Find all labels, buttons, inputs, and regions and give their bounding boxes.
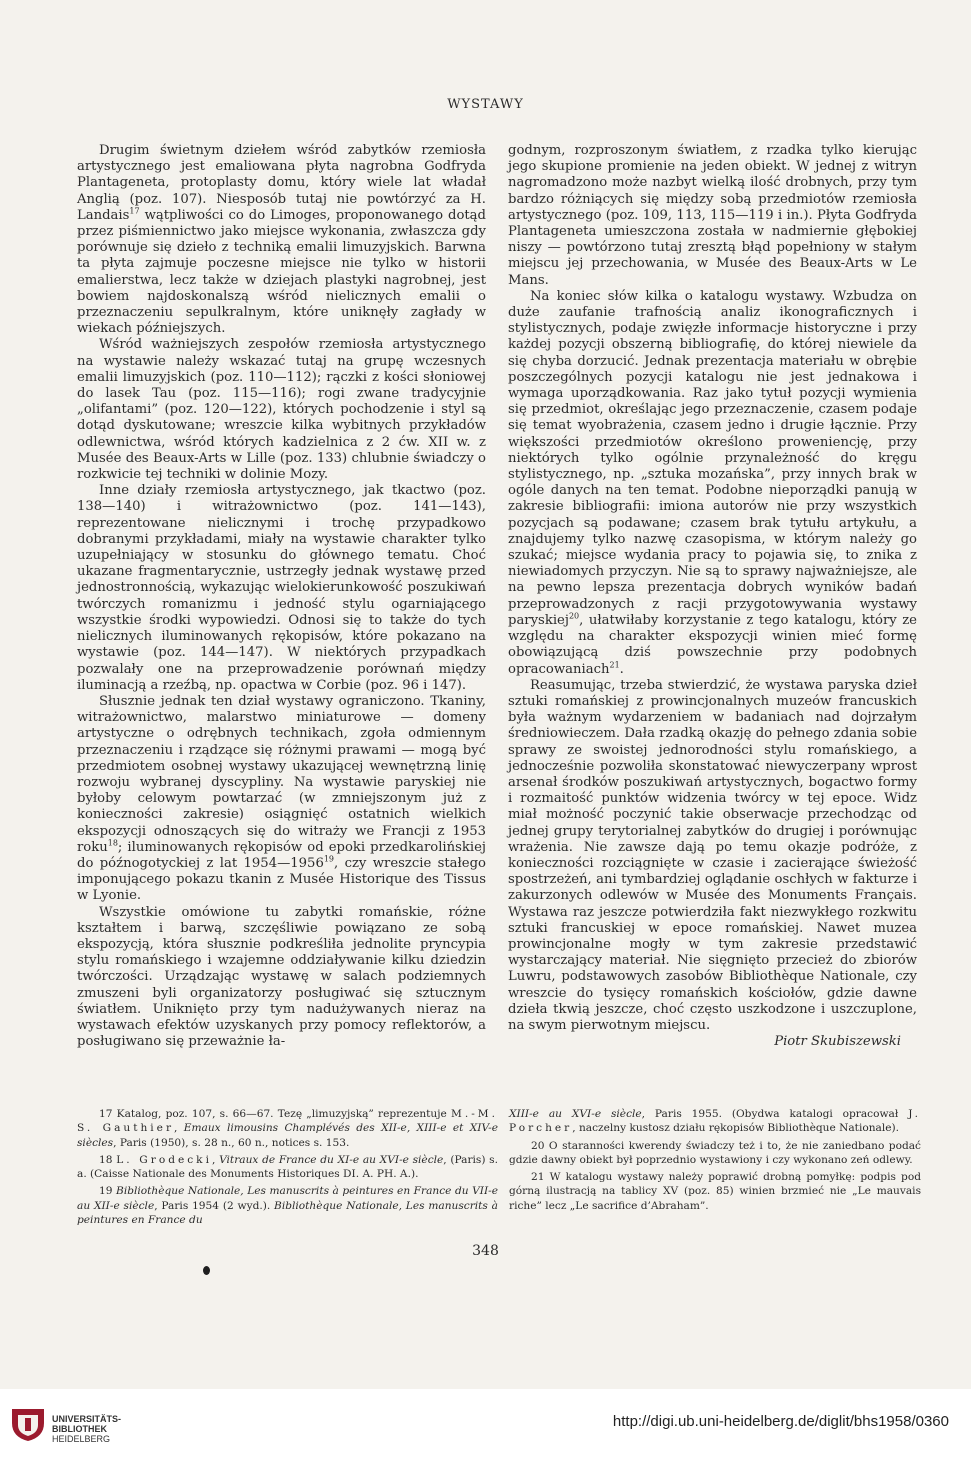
footnotes-left	[77, 1107, 498, 1230]
footnote-19: 19 Bibliothèque Nationale, Les manuscrits à peintures en France du VII-e au XII-e siècle, Paris 1954 (2 wyd.). Bibliothèque Nationale, Les manuscrits à peintures en France du	[77, 1185, 498, 1227]
footnote-21: 21 W katalogu wystawy należy poprawić drobną pomyłkę: podpis pod górną ilustracją na tablicy XV (poz. 85) winien brzmieć nie „Le mauvais riche” lecz „Le sacrifice d’Abraham”.	[509, 1171, 921, 1212]
footnote-ref[interactable]: 18	[107, 838, 118, 848]
footnote-17: 17 Katalog, poz. 107, s. 66—67. Tezę „limuzyjską” reprezentuje M.-M. S. Gauthier, Emaux limousins Champlévés des XII-e, XIII-e et XIV-e siècles, Paris (1950), s. 28 n., 60 n., notices s. 153.	[77, 1108, 498, 1149]
paragraph: Wszystkie omówione tu zabytki romańskie, różne kształtem i barwą, szczęśliwie powiązano ze sobą ekspozycją, która słusznie podkreśliła jednolite pryncypia stylu romańskiego i wzajemne oddziaływanie kilku dziedzin twórczości. Urządzając wystawę w salach podziemnych zmuszeni byli organizatorzy posługiwać się sztucznym światłem. Uniknięto przy tym nadużywanych nieraz na wystawach efektów uzyskanych przy pomocy reflektorów, a posługiwano się przeważnie ła-	[77, 904, 486, 1050]
footnote-19-continued: XIII-e au XVI-e siècle, Paris 1955. (Obydwa katalogi opracował J. Porcher, naczelny kustosz działu rękopisów Bibliothèque Nationale).	[509, 1108, 921, 1135]
footnotes-right	[509, 1107, 921, 1216]
footnote-ref[interactable]: 21	[609, 660, 620, 670]
author-signature: Piotr Skubiszewski	[774, 1034, 901, 1050]
footer-bar	[0, 1389, 971, 1465]
footnote-ref[interactable]: 19	[323, 854, 335, 864]
paragraph: godnym, rozproszonym światłem, z rzadka tylko kierując jego skupione promienie na jeden obiekt. W jednej z witryn nagromadzono może nazbyt wielką ilość drobnych, przy tym bardzo różniących się między sobą przedmiotów rzemiosła artystycznego (poz. 109, 113, 115—119 i in.). Płyta Godfryda Plantageneta umieszczona została w nadmiernie głębokiej niszy — powtórzono tutaj zresztą błąd popełniony w stałym miejscu jej przechowania, w Musée des Beaux-Arts w Le Mans.	[508, 143, 917, 288]
library-name[interactable]: UNIVERSITÄTS- BIBLIOTHEK HEIDELBERG	[52, 1414, 122, 1444]
paragraph: Drugim świetnym dziełem wśród zabytków rzemiosła artystycznego jest emaliowana płyta nagrobna Godfryda Plantageneta, protoplasty domu, który wiele lat władał Anglią (poz. 107). Niesposób tutaj nie powtórzyć za H. Landais$^{17}$ wątpliwości co do Limoges, proponowanego dotąd przez piśmiennictwo jako miejsce wykonania, zwłaszcza gdy porównuje się dzieło z techniką emalii limuzyjskich. Barwna ta płyta zajmuje poczesne miejsce nie tylko w historii emalierstwa, lecz także w dziejach plastyki nagrobnej, jest bowiem najdoskonalszą wśród nielicznych emalii o przeznaczeniu sepulkralnym, które uniknęły zagłady w wiekach późniejszych.	[77, 143, 486, 337]
university-library-logo-icon	[10, 1403, 46, 1443]
page-number: 348	[472, 1243, 499, 1259]
ink-dot	[203, 1266, 210, 1275]
paragraph: Wśród ważniejszych zespołów rzemiosła artystycznego na wystawie należy wskazać tutaj na grupę wczesnych emalii limuzyjskich (poz. 110—112); rączki z kości słoniowej do lasek Tau (poz. 115—116); rogi zwane tradycyjnie „olifantami” (poz. 120—122), których pochodzenie i styl są dotąd dyskutowane; wreszcie kilka wybitnych przykładów odlewnictwa, wśród których kadzielnica z 2 ćw. XII w. z Musée des Beaux-Arts w Lille (poz. 133) chlubnie świadczy o rozkwicie tej techniki w dolinie Mozy.	[77, 337, 486, 483]
source-url-link[interactable]: http://digi.ub.uni-heidelberg.de/diglit/bhs1958/0360	[612, 1413, 949, 1430]
footnote-18: 18 L. Grodecki, Vitraux de France du XI-e au XVI-e siècle, (Paris) s. a. (Caisse Nationale des Monuments Historiques DI. A. PH. A.).	[77, 1153, 498, 1181]
paragraph: Na koniec słów kilka o katalogu wystawy. Wzbudza on duże zaufanie trafnością analiz ikonograficznych i stylistycznych, podaje zwięzłe informacje historyczne i przy każdej pozycji obszerną bibliografię, do której niewiele da się chyba dorzucić. Jednak prezentacja materiału w obrębie poszczególnych pozycji katalogu nie jest jednakowa i wymaga uporządkowania. Raz jako tytuł pozycji wymienia się przedmiot, określając jego przeznaczenie, czasem podaje się temat wyobrażenia, czasem jedno i drugie łącznie. Przy większości przedmiotów określono proweniencję, przy niektórych tylko ogólnie przynależność do kręgu stylistycznego, np. „sztuka mozańska”, przy innych brak w ogóle danych na ten temat. Podobne nieporządki panują w zakresie bibliografii: imiona autorów nie przy wszystkich pozycjach są podawane; czasem brak tytułu artykułu, a znajdujemy tylko nazwę czasopisma, w którym należy go szukać; miejsce wydania pracy to pojawia się, to znika z niewiadomych przyczyn. Nie są to sprawy najważniejsze, ale na pewno lepsza prezentacja dobrych wyników badań przeprowadzonych z racji przygotowywania wystawy paryskiej$^{20}$, ułatwiłaby korzystanie z tego katalogu, który ze względu na charakter ekspozycji winien mieć formę obowiązującą dziś powszechnie przy podobnych opracowaniach$^{21}$.	[508, 288, 917, 677]
paragraph: Słusznie jednak ten dział wystawy ograniczono. Tkaniny, witrażownictwo, malarstwo miniaturowe — domeny artystyczne o odrębnych technikach, zgoła odmiennym przeznaczeniu i rządzące się różnymi prawami — mogą być przedmiotem osobnej wystawy ukazującej wewnętrzną linię rozwoju wybranej dyscypliny. Na wystawie paryskiej nie byłoby celowym powtarzać (w zmniejszonym już z konieczności zakresie) osiągnięć ostatnich wielkich ekspozycji odnoszących się do witraży we Francji z 1953 roku$^{18}$; iluminowanych rękopisów od epoki przedkarolińskiej do późnogotyckiej z lat 1954—1956$^{19}$, czy wreszcie stałego imponującego pokazu tkanin z Musée Historique des Tissus w Lyonie.	[77, 693, 486, 904]
left-column	[77, 143, 486, 1050]
footnote-ref[interactable]: 20	[568, 611, 580, 621]
right-column	[508, 143, 917, 1050]
footnote-ref[interactable]: 17	[129, 206, 140, 216]
running-header: WYSTAWY	[447, 97, 524, 112]
paragraph: Reasumując, trzeba stwierdzić, że wystawa paryska dzieł sztuki romańskiej z prowincjonalnych muzeów francuskich była ważnym wydarzeniem w badaniach nad dojrzałym średniowieczem. Dała rzadką okazję do pełnego zdania sobie sprawy ze swoistej jednorodności stylu romańskiego, a jednocześnie pozwoliła skonstatować niewyczerpany wprost arsenał środków poszukiwań artystycznych, bogactwo formy i rozmaitość punktów widzenia twórcy w tej epoce. Widz miał możność poczynić takie obserwacje przechodząc od jednej grupy terytorialnej zabytków do drugiej i porównując wrażenia. Nie zawsze dają po temu okazje podróże, z konieczności rozciągnięte w czasie i zacierające świeżość spostrzeżeń, ani tymbardziej oglądanie oschłych w fakturze i zakurzonych odlewów w Musée des Monuments Français. Wystawa raz jeszcze potwierdziła fakt niezwykłego rozkwitu sztuki francuskiej w epoce romańskiej. Nawet muzea prowincjonalne mogły w tym zakresie przedstawić wystarczający materiał. Nie sięgnięto przecież do zbiorów Luwru, podstawowych zasobów Bibliothèque Nationale, czy wreszcie do tysięcy romańskich kościołów, gdzie dawne dzieła tkwią jeszcze, choć często uszkodzone i uszczuplone, na swym pierwotnym miejscu.	[508, 677, 917, 1033]
paragraph: Inne działy rzemiosła artystycznego, jak tkactwo (poz. 138—140) i witrażownictwo (poz. 141—143), reprezentowane nielicznymi i trochę przypadkowo dobranymi przykładami, miały na wystawie charakter tylko uzupełniający w stosunku do głównego tematu. Choć ukazane fragmentarycznie, ustrzegły jednak wystawę przed jednostronnością, wykazując wielokierunkowość poszukiwań twórczych romanizmu i jedność stylu ogarniającego wszystkie środki wypowiedzi. Odnosi się to także do tych nielicznych iluminowanych rękopisów, które pokazano na wystawie (poz. 144—147). W niektórych przypadkach pozwalały one na przeprowadzenie porównań między iluminacją a rzeźbą, np. opactwa w Corbie (poz. 96 i 147).	[77, 483, 486, 693]
footnote-20: 20 O staranności kwerendy świadczy też i to, że nie zaniedbano podać gdzie dawny obiekt był poprzednio wystawiony i czy wykonano zeń odlewy.	[509, 1139, 921, 1166]
